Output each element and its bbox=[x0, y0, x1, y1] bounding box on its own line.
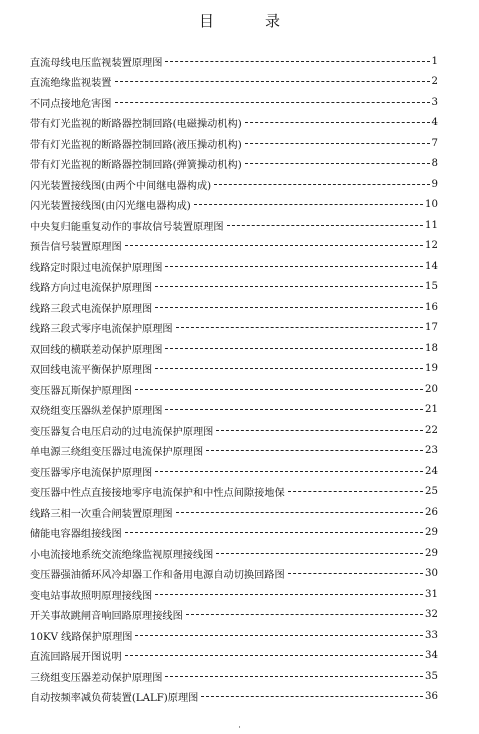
toc-entry-title: 中央复归能重复动作的事故信号装置原理图 bbox=[30, 221, 224, 233]
toc-entry-page: 1 bbox=[431, 55, 438, 67]
toc-entry-page: 34 bbox=[425, 650, 438, 662]
toc-entry-page: 21 bbox=[425, 404, 438, 416]
toc-entry-page: 29 bbox=[425, 527, 438, 539]
toc-entry-page: 24 bbox=[425, 465, 438, 477]
toc-entry-page: 35 bbox=[425, 670, 438, 682]
toc-entry-page: 32 bbox=[425, 609, 438, 621]
toc-entry-title: 预告信号装置原理图 bbox=[30, 242, 122, 254]
toc-entry-title: 带有灯光监视的断路器控制回路(液压操动机构) bbox=[30, 139, 242, 151]
dot-leader bbox=[216, 430, 423, 431]
toc-entry[interactable] bbox=[30, 605, 438, 626]
toc-entry-title: 线路方向过电流保护原理图 bbox=[30, 283, 153, 295]
toc-entry-title: 线路三段式电流保护原理图 bbox=[30, 303, 153, 315]
toc-entry[interactable] bbox=[30, 646, 438, 667]
toc-entry-page: 25 bbox=[425, 486, 438, 498]
dot-leader bbox=[186, 614, 423, 615]
toc-entry[interactable] bbox=[30, 154, 438, 175]
toc-entry[interactable] bbox=[30, 51, 438, 72]
toc-entry-title: 变压器强油循环风冷却器工作和备用电源自动切换回路图 bbox=[30, 570, 285, 582]
toc-entry[interactable] bbox=[30, 400, 438, 421]
toc-entry[interactable] bbox=[30, 277, 438, 298]
toc-entry-page: 17 bbox=[425, 322, 438, 334]
toc-entry-title: 储能电容器组接线图 bbox=[30, 529, 122, 541]
toc-entry[interactable] bbox=[30, 359, 438, 380]
footer-mark: · bbox=[238, 723, 241, 732]
toc-entry-title: 双回线电流平衡保护原理图 bbox=[30, 365, 153, 377]
toc-entry-page: 2 bbox=[431, 76, 438, 88]
dot-leader bbox=[165, 348, 423, 349]
dot-leader bbox=[165, 266, 423, 267]
dot-leader bbox=[176, 327, 423, 328]
toc-entry-title: 变压器中性点直接接地零序电流保护和中性点间隙接地保 bbox=[30, 488, 285, 500]
toc-entry-title: 开关事故跳闸音响回路原理接线图 bbox=[30, 611, 183, 623]
dot-leader bbox=[214, 184, 429, 185]
dot-leader bbox=[201, 696, 423, 697]
toc-entry[interactable] bbox=[30, 420, 438, 441]
toc-entry-title: 10KV 线路保护原理图 bbox=[30, 631, 133, 643]
dot-leader bbox=[125, 245, 423, 246]
toc-entry[interactable] bbox=[30, 584, 438, 605]
toc-entry-title: 变电站事故照明原理接线图 bbox=[30, 590, 153, 602]
toc-entry-title: 不同点接地危害图 bbox=[30, 98, 112, 110]
toc-entry[interactable] bbox=[30, 379, 438, 400]
toc-entry[interactable] bbox=[30, 297, 438, 318]
dot-leader bbox=[245, 122, 430, 123]
toc-entry-page: 10 bbox=[425, 199, 438, 211]
toc-entry-title: 线路定时限过电流保护原理图 bbox=[30, 262, 163, 274]
toc-entry[interactable] bbox=[30, 687, 438, 708]
toc-entry-title: 双绕组变压器纵差保护原理图 bbox=[30, 406, 163, 418]
dot-leader bbox=[155, 307, 423, 308]
toc-entry-page: 29 bbox=[425, 547, 438, 559]
toc-entry-title: 双回线的横联差动保护原理图 bbox=[30, 344, 163, 356]
dot-leader bbox=[165, 676, 423, 677]
dot-leader bbox=[216, 553, 423, 554]
toc-entry-page: 11 bbox=[425, 219, 438, 231]
toc-entry[interactable] bbox=[30, 113, 438, 134]
toc-entry-title: 变压器复合电压启动的过电流保护原理图 bbox=[30, 426, 214, 438]
dot-leader bbox=[245, 143, 430, 144]
toc-entry-page: 4 bbox=[431, 117, 438, 129]
dot-leader bbox=[125, 532, 423, 533]
toc-entry[interactable] bbox=[30, 482, 438, 503]
toc-entry-title: 闪光装置接线图(由两个中间继电器构成) bbox=[30, 180, 212, 192]
dot-leader bbox=[288, 573, 423, 574]
page-title: 目 录 bbox=[198, 12, 298, 30]
toc-entry-page: 19 bbox=[425, 363, 438, 375]
toc-entry-page: 7 bbox=[431, 137, 438, 149]
toc-entry[interactable] bbox=[30, 564, 438, 585]
toc-entry[interactable] bbox=[30, 666, 438, 687]
toc-entry-page: 20 bbox=[425, 383, 438, 395]
toc-entry[interactable] bbox=[30, 133, 438, 154]
dot-leader bbox=[206, 450, 423, 451]
toc-entry-title: 自动按频率减负荷装置(LALF)原理图 bbox=[30, 693, 199, 705]
dot-leader bbox=[165, 61, 429, 62]
dot-leader bbox=[135, 635, 423, 636]
toc-entry[interactable] bbox=[30, 92, 438, 113]
dot-leader bbox=[176, 512, 423, 513]
dot-leader bbox=[135, 389, 423, 390]
toc-entry[interactable] bbox=[30, 461, 438, 482]
toc-entry[interactable] bbox=[30, 174, 438, 195]
toc-entry[interactable] bbox=[30, 625, 438, 646]
toc-entry-page: 15 bbox=[425, 281, 438, 293]
toc-entry-title: 三绕组变压器差动保护原理图 bbox=[30, 672, 163, 684]
toc-entry[interactable] bbox=[30, 441, 438, 462]
table-of-contents bbox=[30, 51, 438, 707]
dot-leader bbox=[115, 81, 430, 82]
toc-entry-page: 16 bbox=[425, 301, 438, 313]
dot-leader bbox=[155, 286, 423, 287]
toc-entry-title: 直流绝缘监视装置 bbox=[30, 78, 112, 90]
dot-leader bbox=[288, 491, 423, 492]
toc-entry[interactable] bbox=[30, 72, 438, 93]
dot-leader bbox=[227, 225, 423, 226]
toc-entry-page: 12 bbox=[425, 240, 438, 252]
toc-entry-title: 直流母线电压监视装置原理图 bbox=[30, 57, 163, 69]
toc-entry[interactable] bbox=[30, 236, 438, 257]
toc-entry-page: 36 bbox=[425, 691, 438, 703]
toc-entry-title: 线路三段式零序电流保护原理图 bbox=[30, 324, 173, 336]
toc-entry-title: 变压器瓦斯保护原理图 bbox=[30, 385, 132, 397]
toc-entry-title: 线路三相一次重合闸装置原理图 bbox=[30, 508, 173, 520]
toc-entry-page: 26 bbox=[425, 506, 438, 518]
toc-entry-page: 8 bbox=[431, 158, 438, 170]
toc-entry[interactable] bbox=[30, 195, 438, 216]
toc-entry-title: 直流回路展开图说明 bbox=[30, 652, 122, 664]
toc-entry[interactable] bbox=[30, 318, 438, 339]
toc-entry-page: 9 bbox=[431, 178, 438, 190]
toc-entry-page: 30 bbox=[425, 568, 438, 580]
toc-entry[interactable] bbox=[30, 543, 438, 564]
toc-entry-title: 闪光装置接线图(由闪光继电器构成) bbox=[30, 201, 191, 213]
dot-leader bbox=[194, 204, 423, 205]
toc-entry[interactable] bbox=[30, 215, 438, 236]
toc-entry-page: 22 bbox=[425, 424, 438, 436]
dot-leader bbox=[245, 163, 430, 164]
toc-entry-title: 带有灯光监视的断路器控制回路(电磁操动机构) bbox=[30, 119, 242, 131]
toc-entry-title: 变压器零序电流保护原理图 bbox=[30, 467, 153, 479]
toc-entry-page: 3 bbox=[431, 96, 438, 108]
toc-entry-page: 18 bbox=[425, 342, 438, 354]
dot-leader bbox=[125, 655, 423, 656]
toc-entry[interactable] bbox=[30, 523, 438, 544]
toc-entry-title: 单电源三绕组变压器过电流保护原理图 bbox=[30, 447, 204, 459]
toc-entry-title: 小电流接地系统交流绝缘监视原理接线图 bbox=[30, 549, 214, 561]
dot-leader bbox=[155, 594, 423, 595]
toc-entry-page: 23 bbox=[425, 445, 438, 457]
toc-entry-page: 31 bbox=[425, 588, 438, 600]
toc-entry-title: 带有灯光监视的断路器控制回路(弹簧操动机构) bbox=[30, 160, 242, 172]
dot-leader bbox=[155, 471, 423, 472]
toc-entry-page: 14 bbox=[425, 260, 438, 272]
toc-entry-page: 33 bbox=[425, 629, 438, 641]
toc-entry[interactable] bbox=[30, 502, 438, 523]
toc-entry[interactable] bbox=[30, 256, 438, 277]
dot-leader bbox=[155, 368, 423, 369]
dot-leader bbox=[115, 102, 430, 103]
dot-leader bbox=[165, 409, 423, 410]
toc-entry[interactable] bbox=[30, 338, 438, 359]
